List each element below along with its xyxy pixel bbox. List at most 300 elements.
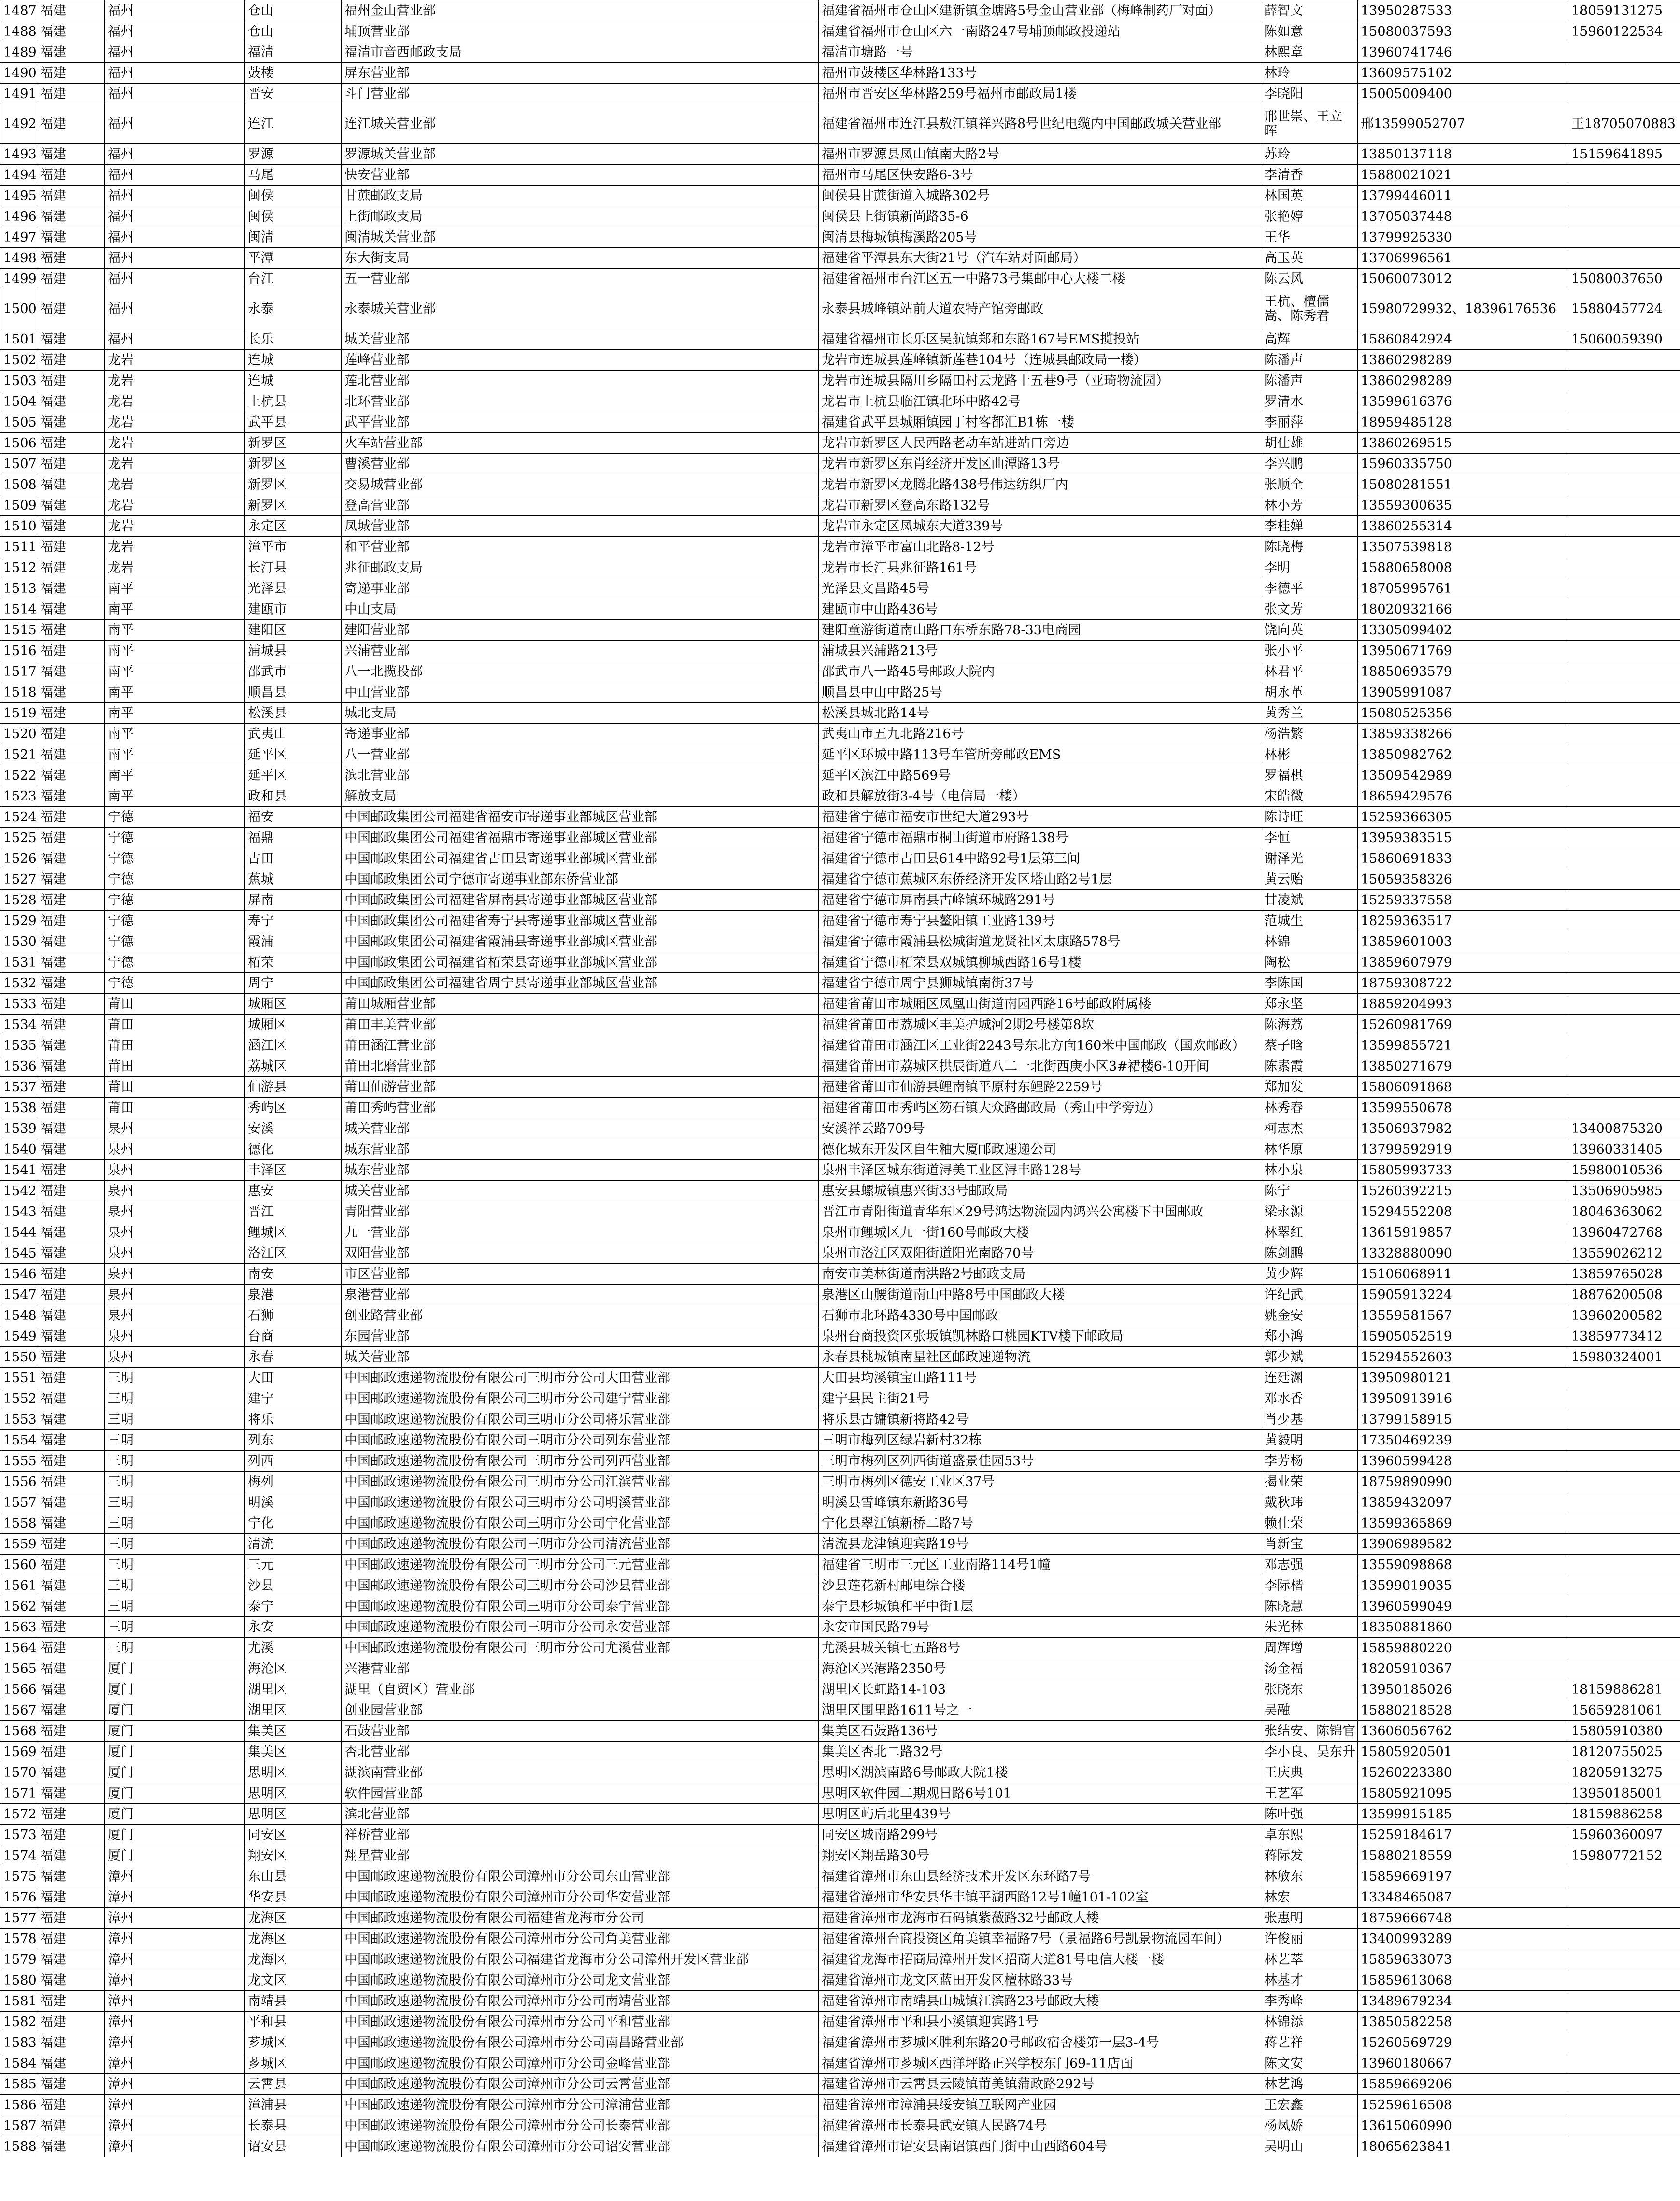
province-cell: 福建 xyxy=(37,1658,105,1679)
table-row xyxy=(0,1451,1680,1472)
contact-name-cell: 李芳杨 xyxy=(1261,1451,1358,1472)
district-cell: 城厢区 xyxy=(245,1015,342,1035)
phone-cell: 15860691833 xyxy=(1358,848,1568,869)
table-row xyxy=(0,1700,1680,1721)
district-cell: 思明区 xyxy=(245,1783,342,1804)
contact-name-cell: 吴明山 xyxy=(1261,2136,1358,2157)
city-cell: 宁德 xyxy=(105,890,245,911)
row-number-cell: 1545 xyxy=(0,1243,37,1264)
table-row xyxy=(0,1409,1680,1430)
row-number-cell: 1505 xyxy=(0,412,37,433)
outlet-name-cell: 连江城关营业部 xyxy=(342,104,819,144)
alt-phone-cell xyxy=(1568,765,1680,786)
city-cell: 泉州 xyxy=(105,1181,245,1201)
row-number-cell: 1575 xyxy=(0,1866,37,1887)
outlet-name-cell: 兆征邮政支局 xyxy=(342,557,819,578)
district-cell: 荔城区 xyxy=(245,1056,342,1077)
contact-name-cell: 黄少辉 xyxy=(1261,1264,1358,1285)
district-cell: 清流 xyxy=(245,1534,342,1555)
city-cell: 南平 xyxy=(105,661,245,682)
outlet-name-cell: 软件园营业部 xyxy=(342,1783,819,1804)
outlet-name-cell: 中国邮政集团公司宁德市寄递事业部东侨营业部 xyxy=(342,869,819,890)
province-cell: 福建 xyxy=(37,1139,105,1160)
table-row xyxy=(0,1160,1680,1181)
address-cell: 福建省漳州市诏安县南诏镇西门街中山西路604号 xyxy=(819,2136,1261,2157)
phone-cell: 15294552603 xyxy=(1358,1347,1568,1368)
province-cell: 福建 xyxy=(37,1866,105,1887)
province-cell: 福建 xyxy=(37,1160,105,1181)
alt-phone-cell xyxy=(1568,641,1680,661)
row-number-cell: 1488 xyxy=(0,21,37,42)
address-cell: 福清市塘路一号 xyxy=(819,42,1261,63)
contact-name-cell: 李小良、吴东升 xyxy=(1261,1742,1358,1762)
contact-name-cell: 许俊丽 xyxy=(1261,1929,1358,1949)
phone-cell: 15980729932、18396176536 xyxy=(1358,289,1568,329)
province-cell: 福建 xyxy=(37,144,105,165)
outlet-name-cell: 中国邮政速递物流股份有限公司漳州市分公司漳浦营业部 xyxy=(342,2095,819,2115)
address-cell: 福建省宁德市霞浦县松城街道龙贤社区太康路578号 xyxy=(819,931,1261,952)
phone-cell: 15905913224 xyxy=(1358,1285,1568,1305)
district-cell: 建宁 xyxy=(245,1388,342,1409)
table-row xyxy=(0,1056,1680,1077)
district-cell: 明溪 xyxy=(245,1492,342,1513)
alt-phone-cell xyxy=(1568,495,1680,516)
alt-phone-cell xyxy=(1568,1098,1680,1118)
contact-name-cell: 林华原 xyxy=(1261,1139,1358,1160)
contact-name-cell: 王庆典 xyxy=(1261,1762,1358,1783)
outlet-name-cell: 城关营业部 xyxy=(342,1118,819,1139)
district-cell: 屏南 xyxy=(245,890,342,911)
province-cell: 福建 xyxy=(37,2053,105,2074)
city-cell: 宁德 xyxy=(105,931,245,952)
row-number-cell: 1527 xyxy=(0,869,37,890)
city-cell: 三明 xyxy=(105,1513,245,1534)
province-cell: 福建 xyxy=(37,1098,105,1118)
row-number-cell: 1515 xyxy=(0,620,37,641)
alt-phone-cell: 15060059390 xyxy=(1568,329,1680,350)
province-cell: 福建 xyxy=(37,1929,105,1949)
district-cell: 连城 xyxy=(245,350,342,371)
city-cell: 宁德 xyxy=(105,911,245,931)
province-cell: 福建 xyxy=(37,2136,105,2157)
outlet-name-cell: 建阳营业部 xyxy=(342,620,819,641)
province-cell: 福建 xyxy=(37,994,105,1015)
contact-name-cell: 高玉英 xyxy=(1261,248,1358,269)
outlet-name-cell: 中国邮政速递物流股份有限公司三明市分公司尤溪营业部 xyxy=(342,1638,819,1658)
phone-cell: 15880021021 xyxy=(1358,165,1568,186)
outlet-name-cell: 寄递事业部 xyxy=(342,578,819,599)
district-cell: 永定区 xyxy=(245,516,342,537)
city-cell: 漳州 xyxy=(105,2012,245,2032)
address-cell: 思明区软件园二期观日路6号101 xyxy=(819,1783,1261,1804)
city-cell: 莆田 xyxy=(105,1015,245,1035)
contact-name-cell: 汤金福 xyxy=(1261,1658,1358,1679)
row-number-cell: 1489 xyxy=(0,42,37,63)
row-number-cell: 1538 xyxy=(0,1098,37,1118)
province-cell: 福建 xyxy=(37,724,105,744)
phone-cell: 15259366305 xyxy=(1358,807,1568,828)
province-cell: 福建 xyxy=(37,578,105,599)
alt-phone-cell xyxy=(1568,1575,1680,1596)
district-cell: 沙县 xyxy=(245,1575,342,1596)
province-cell: 福建 xyxy=(37,1181,105,1201)
address-cell: 龙岩市新罗区登高东路132号 xyxy=(819,495,1261,516)
row-number-cell: 1532 xyxy=(0,973,37,994)
province-cell: 福建 xyxy=(37,765,105,786)
city-cell: 龙岩 xyxy=(105,537,245,557)
province-cell: 福建 xyxy=(37,1845,105,1866)
row-number-cell: 1535 xyxy=(0,1035,37,1056)
row-number-cell: 1543 xyxy=(0,1201,37,1222)
address-cell: 同安区城南路299号 xyxy=(819,1825,1261,1845)
contact-name-cell: 李际楷 xyxy=(1261,1575,1358,1596)
phone-cell: 13705037448 xyxy=(1358,206,1568,227)
table-row xyxy=(0,1783,1680,1804)
province-cell: 福建 xyxy=(37,1991,105,2012)
table-row xyxy=(0,165,1680,186)
city-cell: 南平 xyxy=(105,682,245,703)
outlet-name-cell: 湖里（自贸区）营业部 xyxy=(342,1679,819,1700)
contact-name-cell: 李明 xyxy=(1261,557,1358,578)
alt-phone-cell xyxy=(1568,1658,1680,1679)
alt-phone-cell xyxy=(1568,557,1680,578)
outlet-name-cell: 中国邮政速递物流股份有限公司漳州市分公司南靖营业部 xyxy=(342,1991,819,2012)
outlet-name-cell: 中国邮政速递物流股份有限公司福建省龙海市分公司漳州开发区营业部 xyxy=(342,1949,819,1970)
table-row xyxy=(0,21,1680,42)
district-cell: 仙游县 xyxy=(245,1077,342,1098)
city-cell: 南平 xyxy=(105,620,245,641)
row-number-cell: 1553 xyxy=(0,1409,37,1430)
district-cell: 列东 xyxy=(245,1430,342,1451)
table-row xyxy=(0,1658,1680,1679)
city-cell: 漳州 xyxy=(105,1949,245,1970)
province-cell: 福建 xyxy=(37,869,105,890)
address-cell: 福建省漳州市云霄县云陵镇莆美镇蒲政路292号 xyxy=(819,2074,1261,2095)
address-cell: 安溪祥云路709号 xyxy=(819,1118,1261,1139)
city-cell: 福州 xyxy=(105,144,245,165)
contact-name-cell: 王宏鑫 xyxy=(1261,2095,1358,2115)
alt-phone-cell: 13950185001 xyxy=(1568,1783,1680,1804)
table-row xyxy=(0,994,1680,1015)
alt-phone-cell xyxy=(1568,371,1680,391)
contact-name-cell: 林基才 xyxy=(1261,1970,1358,1991)
district-cell: 秀屿区 xyxy=(245,1098,342,1118)
table-row xyxy=(0,1243,1680,1264)
province-cell: 福建 xyxy=(37,599,105,620)
address-cell: 福建省龙海市招商局漳州开发区招商大道81号电信大楼一楼 xyxy=(819,1949,1261,1970)
district-cell: 南安 xyxy=(245,1264,342,1285)
district-cell: 平和县 xyxy=(245,2012,342,2032)
outlet-name-cell: 交易城营业部 xyxy=(342,474,819,495)
district-cell: 台商 xyxy=(245,1326,342,1347)
district-cell: 晋江 xyxy=(245,1201,342,1222)
outlet-name-cell: 寄递事业部 xyxy=(342,724,819,744)
city-cell: 福州 xyxy=(105,206,245,227)
district-cell: 列西 xyxy=(245,1451,342,1472)
contact-name-cell: 王华 xyxy=(1261,227,1358,248)
district-cell: 尤溪 xyxy=(245,1638,342,1658)
row-number-cell: 1557 xyxy=(0,1492,37,1513)
alt-phone-cell: 13960200582 xyxy=(1568,1305,1680,1326)
address-cell: 闽清县梅城镇梅溪路205号 xyxy=(819,227,1261,248)
outlet-name-cell: 斗门营业部 xyxy=(342,84,819,104)
address-cell: 福建省宁德市柘荣县双城镇柳城西路16号1楼 xyxy=(819,952,1261,973)
contact-name-cell: 卓东熙 xyxy=(1261,1825,1358,1845)
province-cell: 福建 xyxy=(37,931,105,952)
phone-cell: 13799925330 xyxy=(1358,227,1568,248)
address-cell: 福建省漳州市东山县经济技术开发区东环路7号 xyxy=(819,1866,1261,1887)
address-cell: 福建省宁德市周宁县狮城镇南街37号 xyxy=(819,973,1261,994)
alt-phone-cell xyxy=(1568,1409,1680,1430)
contact-name-cell: 林艺鸿 xyxy=(1261,2074,1358,2095)
outlet-name-cell: 莲峰营业部 xyxy=(342,350,819,371)
table-row xyxy=(0,1305,1680,1326)
phone-cell: 13850271679 xyxy=(1358,1056,1568,1077)
city-cell: 宁德 xyxy=(105,952,245,973)
alt-phone-cell xyxy=(1568,2074,1680,2095)
outlet-name-cell: 埔顶营业部 xyxy=(342,21,819,42)
district-cell: 龙海区 xyxy=(245,1929,342,1949)
city-cell: 厦门 xyxy=(105,1804,245,1825)
row-number-cell: 1496 xyxy=(0,206,37,227)
table-row xyxy=(0,599,1680,620)
table-row xyxy=(0,1201,1680,1222)
row-number-cell: 1529 xyxy=(0,911,37,931)
alt-phone-cell xyxy=(1568,1866,1680,1887)
city-cell: 福州 xyxy=(105,248,245,269)
outlet-name-cell: 中国邮政速递物流股份有限公司漳州市分公司龙文营业部 xyxy=(342,1970,819,1991)
province-cell: 福建 xyxy=(37,0,105,21)
contact-name-cell: 范城生 xyxy=(1261,911,1358,931)
contact-name-cell: 林国英 xyxy=(1261,186,1358,206)
district-cell: 武夷山 xyxy=(245,724,342,744)
contact-name-cell: 郭少斌 xyxy=(1261,1347,1358,1368)
phone-cell: 13906989582 xyxy=(1358,1534,1568,1555)
district-cell: 上杭县 xyxy=(245,391,342,412)
contact-name-cell: 揭业荣 xyxy=(1261,1472,1358,1492)
outlet-name-cell: 中国邮政速递物流股份有限公司三明市分公司永安营业部 xyxy=(342,1617,819,1638)
alt-phone-cell: 15080037650 xyxy=(1568,269,1680,289)
district-cell: 福清 xyxy=(245,42,342,63)
alt-phone-cell: 15960360097 xyxy=(1568,1825,1680,1845)
row-number-cell: 1521 xyxy=(0,744,37,765)
province-cell: 福建 xyxy=(37,557,105,578)
province-cell: 福建 xyxy=(37,641,105,661)
table-row xyxy=(0,1887,1680,1908)
row-number-cell: 1531 xyxy=(0,952,37,973)
row-number-cell: 1544 xyxy=(0,1222,37,1243)
alt-phone-cell: 13960331405 xyxy=(1568,1139,1680,1160)
table-row xyxy=(0,1804,1680,1825)
address-cell: 福建省莆田市仙游县鲤南镇平原村东鲤路2259号 xyxy=(819,1077,1261,1098)
alt-phone-cell xyxy=(1568,433,1680,454)
table-row xyxy=(0,1264,1680,1285)
district-cell: 惠安 xyxy=(245,1181,342,1201)
district-cell: 将乐 xyxy=(245,1409,342,1430)
row-number-cell: 1555 xyxy=(0,1451,37,1472)
outlet-name-cell: 中国邮政速递物流股份有限公司三明市分公司明溪营业部 xyxy=(342,1492,819,1513)
province-cell: 福建 xyxy=(37,63,105,84)
phone-cell: 13960741746 xyxy=(1358,42,1568,63)
outlet-name-cell: 泉港营业部 xyxy=(342,1285,819,1305)
province-cell: 福建 xyxy=(37,21,105,42)
province-cell: 福建 xyxy=(37,1118,105,1139)
phone-cell: 13960180667 xyxy=(1358,2053,1568,2074)
alt-phone-cell xyxy=(1568,165,1680,186)
row-number-cell: 1511 xyxy=(0,537,37,557)
outlet-name-cell: 滨北营业部 xyxy=(342,1804,819,1825)
contact-name-cell: 林彬 xyxy=(1261,744,1358,765)
address-cell: 三明市梅列区绿岩新村32栋 xyxy=(819,1430,1261,1451)
province-cell: 福建 xyxy=(37,2012,105,2032)
row-number-cell: 1497 xyxy=(0,227,37,248)
address-cell: 湖里区围里路1611号之一 xyxy=(819,1700,1261,1721)
row-number-cell: 1547 xyxy=(0,1285,37,1305)
phone-cell: 13859338266 xyxy=(1358,724,1568,744)
address-cell: 福州市罗源县凤山镇南大路2号 xyxy=(819,144,1261,165)
outlet-name-cell: 中国邮政速递物流股份有限公司漳州市分公司南昌路营业部 xyxy=(342,2032,819,2053)
contact-name-cell: 陈潘声 xyxy=(1261,350,1358,371)
district-cell: 光泽县 xyxy=(245,578,342,599)
city-cell: 宁德 xyxy=(105,973,245,994)
alt-phone-cell xyxy=(1568,1451,1680,1472)
province-cell: 福建 xyxy=(37,1326,105,1347)
city-cell: 泉州 xyxy=(105,1326,245,1347)
province-cell: 福建 xyxy=(37,1409,105,1430)
phone-cell: 13850582258 xyxy=(1358,2012,1568,2032)
district-cell: 龙海区 xyxy=(245,1908,342,1929)
city-cell: 厦门 xyxy=(105,1825,245,1845)
contact-name-cell: 肖新宝 xyxy=(1261,1534,1358,1555)
city-cell: 泉州 xyxy=(105,1243,245,1264)
district-cell: 邵武市 xyxy=(245,661,342,682)
province-cell: 福建 xyxy=(37,1472,105,1492)
address-cell: 福州市马尾区快安路6-3号 xyxy=(819,165,1261,186)
address-cell: 福建省漳州台商投资区角美镇幸福路7号（景福路6号凯景物流园车间） xyxy=(819,1929,1261,1949)
address-cell: 福建省宁德市屏南县古峰镇环城路291号 xyxy=(819,890,1261,911)
contact-name-cell: 罗清水 xyxy=(1261,391,1358,412)
province-cell: 福建 xyxy=(37,911,105,931)
phone-cell: 13859601003 xyxy=(1358,931,1568,952)
table-row xyxy=(0,1991,1680,2012)
outlet-name-cell: 曹溪营业部 xyxy=(342,454,819,474)
row-number-cell: 1559 xyxy=(0,1534,37,1555)
province-cell: 福建 xyxy=(37,1596,105,1617)
contact-name-cell: 郑永坚 xyxy=(1261,994,1358,1015)
table-row xyxy=(0,227,1680,248)
phone-cell: 13400993289 xyxy=(1358,1929,1568,1949)
phone-cell: 15260981769 xyxy=(1358,1015,1568,1035)
table-row xyxy=(0,269,1680,289)
phone-cell: 15106068911 xyxy=(1358,1264,1568,1285)
city-cell: 泉州 xyxy=(105,1118,245,1139)
city-cell: 南平 xyxy=(105,744,245,765)
province-cell: 福建 xyxy=(37,104,105,144)
alt-phone-cell xyxy=(1568,350,1680,371)
table-row xyxy=(0,744,1680,765)
outlet-name-cell: 永泰城关营业部 xyxy=(342,289,819,329)
row-number-cell: 1570 xyxy=(0,1762,37,1783)
alt-phone-cell xyxy=(1568,537,1680,557)
row-number-cell: 1558 xyxy=(0,1513,37,1534)
phone-cell: 13799592919 xyxy=(1358,1139,1568,1160)
address-cell: 邵武市八一路45号邮政大院内 xyxy=(819,661,1261,682)
phone-cell: 13706996561 xyxy=(1358,248,1568,269)
city-cell: 漳州 xyxy=(105,1866,245,1887)
address-cell: 泉州台商投资区张坂镇凯林路口桃园KTV楼下邮政局 xyxy=(819,1326,1261,1347)
alt-phone-cell: 15980010536 xyxy=(1568,1160,1680,1181)
table-row xyxy=(0,786,1680,807)
phone-cell: 15905052519 xyxy=(1358,1326,1568,1347)
phone-cell: 15080281551 xyxy=(1358,474,1568,495)
city-cell: 莆田 xyxy=(105,1056,245,1077)
table-row xyxy=(0,765,1680,786)
address-cell: 闽侯县上街镇新尚路35-6 xyxy=(819,206,1261,227)
district-cell: 新罗区 xyxy=(245,454,342,474)
phone-cell: 18205910367 xyxy=(1358,1658,1568,1679)
contact-name-cell: 郑小鸿 xyxy=(1261,1326,1358,1347)
province-cell: 福建 xyxy=(37,1056,105,1077)
city-cell: 泉州 xyxy=(105,1305,245,1326)
contact-name-cell: 林秀春 xyxy=(1261,1098,1358,1118)
address-cell: 武夷山市五九北路216号 xyxy=(819,724,1261,744)
district-cell: 宁化 xyxy=(245,1513,342,1534)
address-cell: 福建省武平县城厢镇园丁村客都汇B1栋一楼 xyxy=(819,412,1261,433)
district-cell: 建瓯市 xyxy=(245,599,342,620)
table-row xyxy=(0,682,1680,703)
address-cell: 泉港区山腰街道南山中路8号中国邮政大楼 xyxy=(819,1285,1261,1305)
province-cell: 福建 xyxy=(37,391,105,412)
phone-cell: 15859880220 xyxy=(1358,1638,1568,1658)
outlet-name-cell: 屏东营业部 xyxy=(342,63,819,84)
district-cell: 古田 xyxy=(245,848,342,869)
city-cell: 福州 xyxy=(105,269,245,289)
table-row xyxy=(0,1077,1680,1098)
contact-name-cell: 张文芳 xyxy=(1261,599,1358,620)
table-row xyxy=(0,1181,1680,1201)
table-row xyxy=(0,2115,1680,2136)
district-cell: 海沧区 xyxy=(245,1658,342,1679)
district-cell: 诏安县 xyxy=(245,2136,342,2157)
contact-name-cell: 黄云贻 xyxy=(1261,869,1358,890)
province-cell: 福建 xyxy=(37,744,105,765)
row-number-cell: 1509 xyxy=(0,495,37,516)
alt-phone-cell xyxy=(1568,454,1680,474)
district-cell: 蕉城 xyxy=(245,869,342,890)
outlet-name-cell: 中国邮政速递物流股份有限公司三明市分公司宁化营业部 xyxy=(342,1513,819,1534)
phone-cell: 13606056762 xyxy=(1358,1721,1568,1742)
contact-name-cell: 戴秋玮 xyxy=(1261,1492,1358,1513)
district-cell: 集美区 xyxy=(245,1721,342,1742)
district-cell: 福安 xyxy=(245,807,342,828)
row-number-cell: 1534 xyxy=(0,1015,37,1035)
contact-name-cell: 陈文安 xyxy=(1261,2053,1358,2074)
contact-name-cell: 陈素霞 xyxy=(1261,1056,1358,1077)
contact-name-cell: 林翠红 xyxy=(1261,1222,1358,1243)
contact-name-cell: 李秀峰 xyxy=(1261,1991,1358,2012)
province-cell: 福建 xyxy=(37,412,105,433)
outlet-name-cell: 中国邮政速递物流股份有限公司漳州市分公司诏安营业部 xyxy=(342,2136,819,2157)
city-cell: 三明 xyxy=(105,1575,245,1596)
outlet-name-cell: 中国邮政集团公司福建省福鼎市寄递事业部城区营业部 xyxy=(342,828,819,848)
alt-phone-cell: 15159641895 xyxy=(1568,144,1680,165)
city-cell: 三明 xyxy=(105,1638,245,1658)
address-cell: 福建省莆田市荔城区拱辰街道八二一北街西庚小区3#裙楼6-10开间 xyxy=(819,1056,1261,1077)
row-number-cell: 1546 xyxy=(0,1264,37,1285)
phone-cell: 13950185026 xyxy=(1358,1679,1568,1700)
contact-name-cell: 张艳婷 xyxy=(1261,206,1358,227)
outlet-name-cell: 翔星营业部 xyxy=(342,1845,819,1866)
